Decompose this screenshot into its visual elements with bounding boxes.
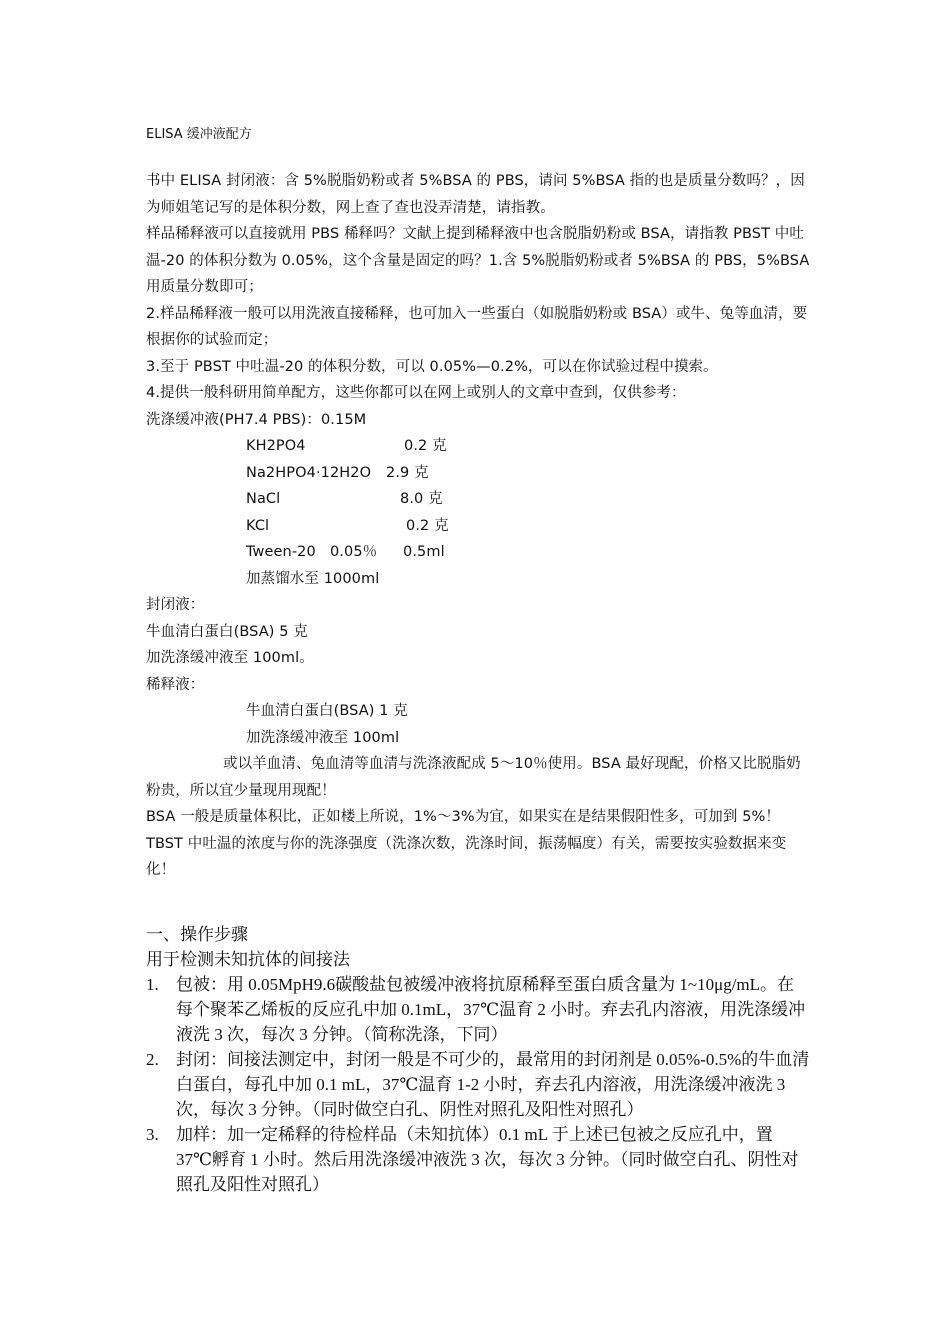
- step-number: 3.: [146, 1125, 159, 1144]
- diluent-line: 加洗涤缓冲液至 100ml: [246, 729, 400, 746]
- list-item: [146, 1122, 811, 1197]
- wash-item-name: KCl: [246, 517, 270, 534]
- wash-item: [146, 460, 811, 487]
- paragraph-answer-4: 4.提供一般科研用简单配方，这些你都可以在网上或别人的文章中查到，仅供参考：: [146, 385, 686, 401]
- wash-item-name: NaCl: [246, 491, 281, 507]
- paragraph-tbst-note: TBST 中吐温的浓度与你的洗涤强度（洗涤次数，洗涤时间，振荡幅度）有关，需要按实验数据来变化！: [146, 835, 787, 878]
- list-item: [146, 972, 811, 1047]
- wash-item-name: Tween-20 0.05％: [246, 544, 378, 560]
- wash-item: [146, 486, 811, 513]
- blocking-line: 加洗涤缓冲液至 100ml。: [146, 650, 314, 666]
- diluent-line: 牛血清白蛋白(BSA) 1 克: [246, 703, 408, 719]
- paragraph-question-1: 书中 ELISA 封闭液：含 5%脱脂奶粉或者 5%BSA 的 PBS，请问 5%BSA 指的也是质量分数吗？，因为师姐笔记写的是体积分数，网上查了查也没弄清楚，请指教。: [146, 173, 805, 216]
- qa-body: [146, 168, 811, 884]
- wash-item-amount: 0.2 克: [406, 517, 449, 534]
- wash-item: [146, 433, 811, 460]
- wash-item-amount: 0.5ml: [403, 544, 445, 560]
- wash-item: [146, 539, 811, 566]
- wash-item: [146, 513, 811, 540]
- document-title: ELISA 缓冲液配方: [146, 127, 252, 142]
- blocking-title: 封闭液：: [146, 597, 205, 613]
- blocking-line: 牛血清白蛋白(BSA) 5 克: [146, 623, 308, 640]
- paragraph-question-2: 样品稀释液可以直接就用 PBS 稀释吗？文献上提到稀释液中也含脱脂奶粉或 BSA，请指教 PBST 中吐温-20 的体积分数为 0.05%，这个含量是固定的吗？1.含 5%脱脂奶粉或者 5%BSA 的 PBS，5%BSA 用质量分数即可；: [146, 226, 810, 295]
- step-text: 包被：用 0.05MpH9.6碳酸盐包被缓冲液将抗原稀释至蛋白质含量为 1~10μg/mL。在每个聚苯乙烯板的反应孔中加 0.1mL，37℃温育 2 小时。弃去孔内溶液，用洗涤缓冲液洗 3 次，每次 3 分钟。（简称洗涤，下同）: [176, 975, 806, 1044]
- step-list: [146, 972, 811, 1197]
- wash-item-name: KH2PO4: [246, 438, 306, 454]
- section-heading: 一、操作步骤: [146, 925, 248, 944]
- paragraph-answer-3: 3.至于 PBST 中吐温-20 的体积分数，可以 0.05%—0.2%，可以在你试验过程中摸索。: [146, 358, 718, 375]
- step-text: 封闭：间接法测定中，封闭一般是不可少的，最常用的封闭剂是 0.05%-0.5%的牛血清白蛋白，每孔中加 0.1 mL，37℃温育 1-2 小时，弃去孔内溶液，用洗涤缓冲液洗 3 次，每次 3 分钟。（同时做空白孔、阴性对照孔及阳性对照孔）: [176, 1050, 810, 1119]
- list-item: [146, 1047, 811, 1122]
- diluent-title: 稀释液：: [146, 676, 205, 693]
- wash-buffer-title: 洗涤缓冲液(PH7.4 PBS)：0.15M: [146, 411, 367, 428]
- wash-buffer-fill: 加蒸馏水至 1000ml: [246, 570, 380, 587]
- step-number: 2.: [146, 1050, 159, 1069]
- wash-item-amount: 0.2 克: [404, 438, 447, 454]
- method-heading: 用于检测未知抗体的间接法: [146, 950, 350, 969]
- procedure-section: [146, 922, 811, 1197]
- step-text: 加样：加一定稀释的待检样品（未知抗体）0.1 mL 于上述已包被之反应孔中，置 37℃孵育 1 小时。然后用洗涤缓冲液洗 3 次，每次 3 分钟。（同时做空白孔、阴性对照孔及阳性对照孔）: [176, 1125, 799, 1194]
- wash-item-amount: 2.9 克: [386, 464, 429, 481]
- step-number: 1.: [146, 975, 159, 994]
- paragraph-answer-2: 2.样品稀释液一般可以用洗液直接稀释，也可加入一些蛋白（如脱脂奶粉或 BSA）或牛、兔等血清，要根据你的试验而定；: [146, 305, 808, 348]
- paragraph-bsa-note: BSA 一般是质量体积比，正如楼上所说，1%～3%为宜，如果实在是结果假阳性多，可加到 5%！: [146, 809, 781, 825]
- paragraph-serum-note: 或以羊血清、兔血清等血清与洗涤液配成 5～10％使用。BSA 最好现配，价格又比脱脂奶粉贵，所以宜少量现用现配！: [146, 756, 801, 799]
- wash-item-name: Na2HPO4·12H2O: [246, 464, 372, 481]
- wash-item-amount: 8.0 克: [400, 491, 443, 507]
